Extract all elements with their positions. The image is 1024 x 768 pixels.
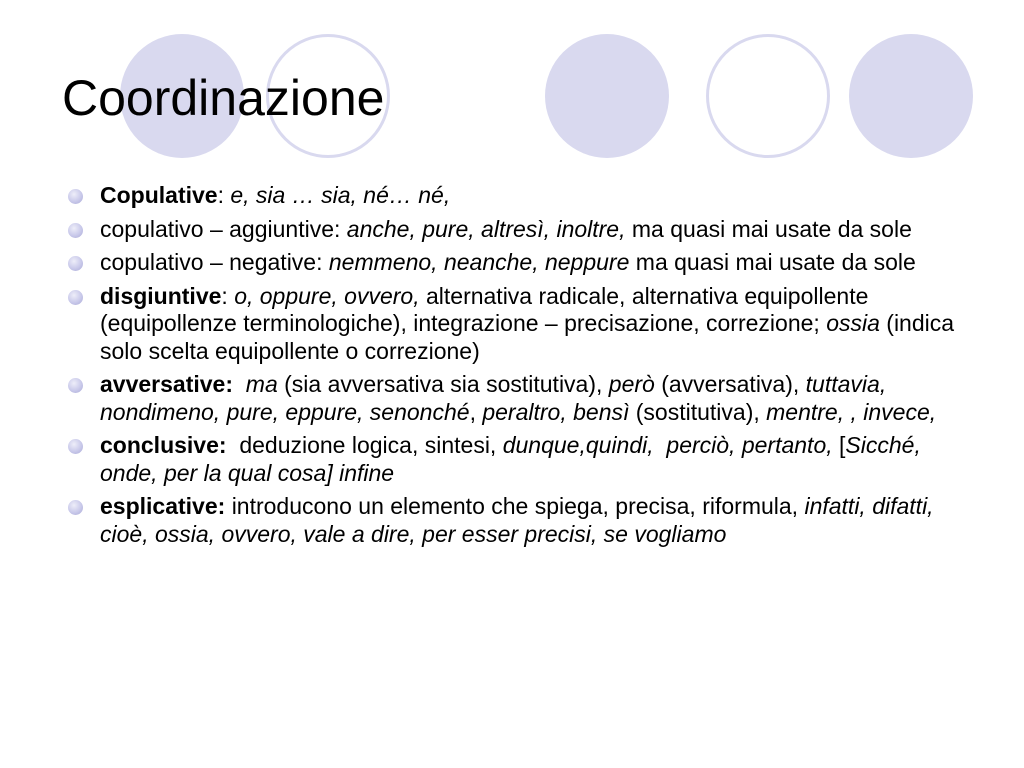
bullet-separator (233, 371, 246, 397)
bullet-copulativo-negative (64, 249, 974, 277)
bullet-copulativo-aggiuntive (64, 216, 974, 244)
bullet-italic: Sicché, onde, per la qual cosa] infine (100, 432, 921, 486)
bullet-text: (sostitutiva), (629, 398, 767, 425)
decorative-circle-filled (849, 34, 973, 158)
bullet-avversative (64, 371, 974, 426)
bullet-italic: mentre, , invece, (766, 398, 937, 425)
bullet-italic: tuttavia, nondimeno, pure, eppure, senonché (100, 371, 887, 425)
bullet-icon (68, 189, 83, 204)
bullet-text: introducono un elemento che spiega, precisa, riformula, (231, 493, 805, 519)
bullet-text: [ (832, 432, 846, 458)
bullet-text: (indica solo scelta equipollente o correzione) (100, 310, 955, 364)
bullet-text: (avversativa), (654, 371, 806, 397)
bullet-lead: disgiuntive (100, 282, 222, 309)
bullet-italic: ossia (826, 310, 880, 336)
bullet-text: copulativo – aggiuntive: (100, 215, 347, 242)
bullet-lead: conclusive: (100, 432, 227, 458)
bullet-conclusive (64, 432, 974, 487)
bullet-esplicative (64, 493, 974, 548)
bullet-italic: dunque,quindi, perciò, pertanto, (502, 432, 833, 458)
bullet-icon (68, 439, 83, 454)
bullet-italic: anche, pure, altresì, inoltre, (346, 215, 626, 242)
bullet-text: (sia avversativa sia sostitutiva), (277, 371, 609, 397)
bullet-lead: esplicative: (100, 493, 226, 519)
bullet-icon (68, 256, 83, 271)
bullet-separator (227, 432, 240, 458)
bullet-italic: infatti, difatti, cioè, ossia, ovvero, vale a dire, per esser precisi, se vogliamo (100, 493, 934, 547)
bullet-list (64, 182, 974, 554)
bullet-lead: Copulative (100, 182, 218, 208)
bullet-text: alternativa radicale, alternativa equipollente (equipollenze terminologiche), integrazione – precisazione, correzione; (100, 282, 869, 336)
bullet-text: ma quasi mai usate da sole (625, 215, 912, 242)
bullet-lead: avversative: (100, 371, 233, 397)
bullet-text: deduzione logica, sintesi, (239, 432, 503, 458)
decorative-circle-filled (545, 34, 669, 158)
bullet-text: copulativo – negative: (100, 249, 329, 275)
bullet-separator: : (217, 182, 231, 208)
bullet-italic: nemmeno, neanche, neppure (328, 249, 630, 275)
bullet-icon (68, 500, 83, 515)
bullet-text: ma quasi mai usate da sole (629, 249, 916, 275)
bullet-italic: ma (245, 371, 278, 397)
bullet-separator: : (221, 282, 235, 309)
bullet-copulative (64, 182, 974, 210)
bullet-icon (68, 378, 83, 393)
bullet-italic: e, sia … sia, né… né, (230, 182, 451, 208)
bullet-text: , (469, 398, 483, 425)
bullet-icon (68, 290, 83, 305)
bullet-disgiuntive (64, 283, 974, 366)
bullet-italic: però (608, 371, 655, 397)
slide-title: Coordinazione (62, 70, 385, 126)
decorative-circle-outline (706, 34, 830, 158)
bullet-italic: o, oppure, ovvero, (234, 282, 420, 309)
bullet-icon (68, 223, 83, 238)
bullet-italic: peraltro, bensì (482, 398, 630, 425)
